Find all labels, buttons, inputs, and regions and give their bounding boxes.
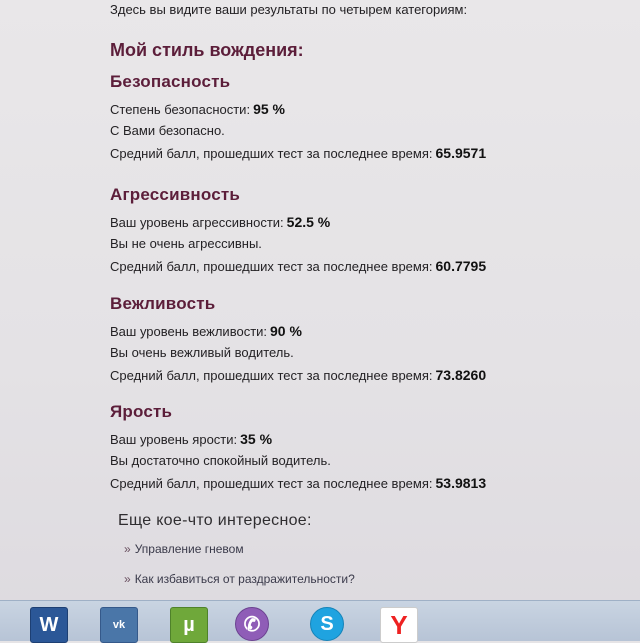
- score-line: [110, 101, 486, 117]
- score-value: 35 %: [240, 431, 273, 447]
- average-label: Средний балл, прошедших тест за последнее время:: [110, 146, 433, 161]
- page-heading: Мой стиль вождения:: [110, 40, 304, 60]
- average-value: 53.9813: [435, 475, 487, 491]
- comment-line: Вы достаточно спокойный водитель.: [110, 453, 331, 468]
- score-line: [110, 323, 486, 339]
- average-line: [110, 475, 486, 491]
- average-line: [110, 367, 486, 383]
- section-title: Ярость: [110, 402, 173, 421]
- average-value: 73.8260: [435, 367, 487, 383]
- taskbar: [0, 600, 640, 641]
- average-value: 65.9571: [435, 145, 487, 161]
- section-title: Агрессивность: [110, 185, 241, 204]
- viber-icon[interactable]: ✆: [235, 607, 269, 641]
- link-anger-management[interactable]: [124, 542, 244, 556]
- average-line: [110, 145, 486, 161]
- intro-text: Здесь вы видите ваши результаты по четырем категориям:: [110, 2, 468, 17]
- utorrent-icon[interactable]: µ: [170, 607, 208, 643]
- bullet-icon: »: [124, 542, 131, 556]
- word-icon[interactable]: W: [30, 607, 68, 643]
- section-title: Вежливость: [110, 294, 216, 313]
- comment-line: Вы очень вежливый водитель.: [110, 345, 294, 360]
- average-value: 60.7795: [435, 258, 487, 274]
- skype-icon[interactable]: S: [310, 607, 344, 641]
- comment-line: С Вами безопасно.: [110, 123, 225, 138]
- link-label[interactable]: Управление гневом: [134, 542, 244, 556]
- score-label: Ваш уровень ярости:: [110, 432, 238, 447]
- score-line: [110, 214, 486, 230]
- link-irritability[interactable]: [124, 572, 355, 586]
- section-aggression: [110, 185, 486, 280]
- average-label: Средний балл, прошедших тест за последнее время:: [110, 259, 433, 274]
- bullet-icon: »: [124, 572, 131, 586]
- score-label: Степень безопасности:: [110, 102, 251, 117]
- score-value: 95 %: [253, 101, 285, 117]
- score-value: 90 %: [270, 323, 302, 339]
- average-label: Средний балл, прошедших тест за последнее время:: [110, 476, 433, 491]
- section-rage: [110, 402, 486, 497]
- extra-heading: Еще кое-что интересное:: [118, 512, 312, 529]
- link-label[interactable]: Как избавиться от раздражительности?: [134, 572, 355, 586]
- yandex-browser-icon[interactable]: Y: [380, 607, 418, 643]
- score-label: Ваш уровень вежливости:: [110, 324, 268, 339]
- average-line: [110, 258, 486, 274]
- average-label: Средний балл, прошедших тест за последнее время:: [110, 368, 433, 383]
- score-label: Ваш уровень агрессивности:: [110, 215, 284, 230]
- section-politeness: [110, 294, 486, 389]
- score-value: 52.5 %: [286, 214, 331, 230]
- section-title: Безопасность: [110, 72, 231, 91]
- comment-line: Вы не очень агрессивны.: [110, 236, 262, 251]
- vk-icon[interactable]: vk: [100, 607, 138, 643]
- score-line: [110, 431, 486, 447]
- section-safety: [110, 72, 486, 167]
